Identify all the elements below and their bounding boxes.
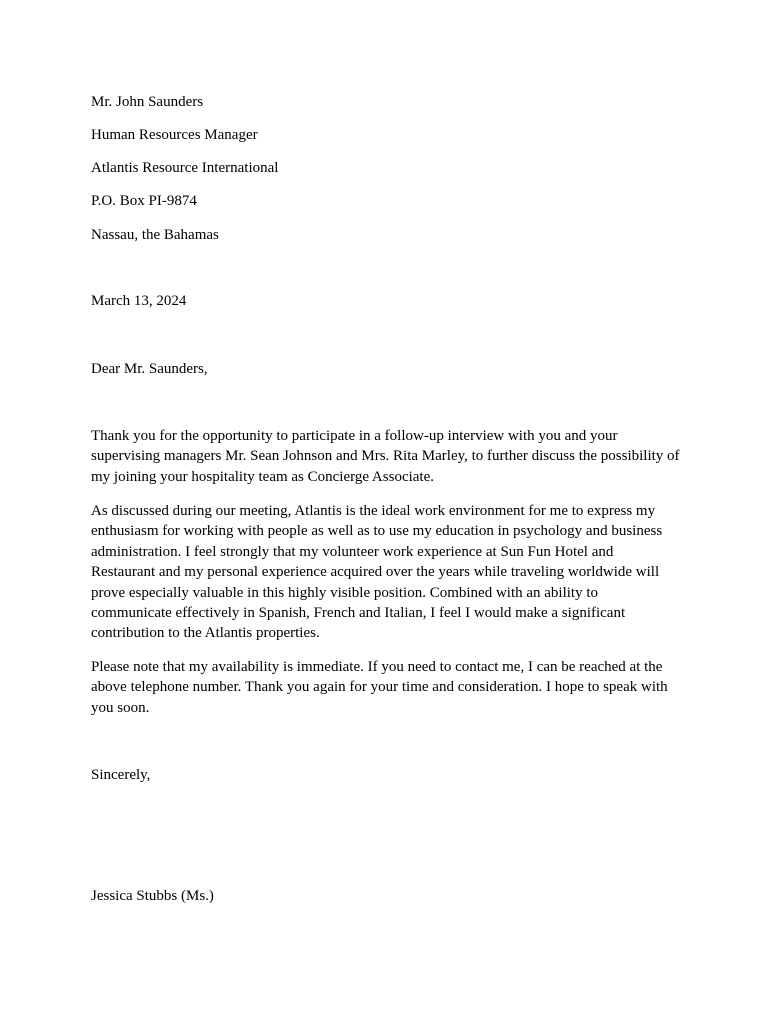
recipient-title: Human Resources Manager xyxy=(91,127,258,143)
body-paragraph-3: Please note that my availability is immediate. If you need to contact me, I can be reached at the above telephone number. Thank you again for your time and consideration. I hope to speak with you soon. xyxy=(91,659,668,716)
signature-name: Jessica Stubbs (Ms.) xyxy=(91,888,214,904)
recipient-po-box: P.O. Box PI-9874 xyxy=(91,193,197,209)
body-paragraph-1: Thank you for the opportunity to participate in a follow-up interview with you and your supervising managers Mr. Sean Johnson and Mrs. Rita Marley, to further discuss the possibility of my joining your hospitality team as Concierge Associate. xyxy=(91,428,680,485)
recipient-location: Nassau, the Bahamas xyxy=(91,227,219,243)
body-paragraph-2: As discussed during our meeting, Atlantis is the ideal work environment for me to express my enthusiasm for working with people as well as to use my education in psychology and business administration. I feel strongly that my volunteer work experience at Sun Fun Hotel and Restaurant and my personal experience acquired over the years while traveling worldwide will prove especially valuable in this highly visible position. Combined with an ability to communicate effectively in Spanish, French and Italian, I feel I would make a significant contribution to the Atlantis properties. xyxy=(91,503,663,642)
recipient-company: Atlantis Resource International xyxy=(91,160,279,176)
letter-date: March 13, 2024 xyxy=(91,293,187,309)
salutation: Dear Mr. Saunders, xyxy=(91,361,208,377)
closing: Sincerely, xyxy=(91,767,151,783)
recipient-name: Mr. John Saunders xyxy=(91,94,204,110)
